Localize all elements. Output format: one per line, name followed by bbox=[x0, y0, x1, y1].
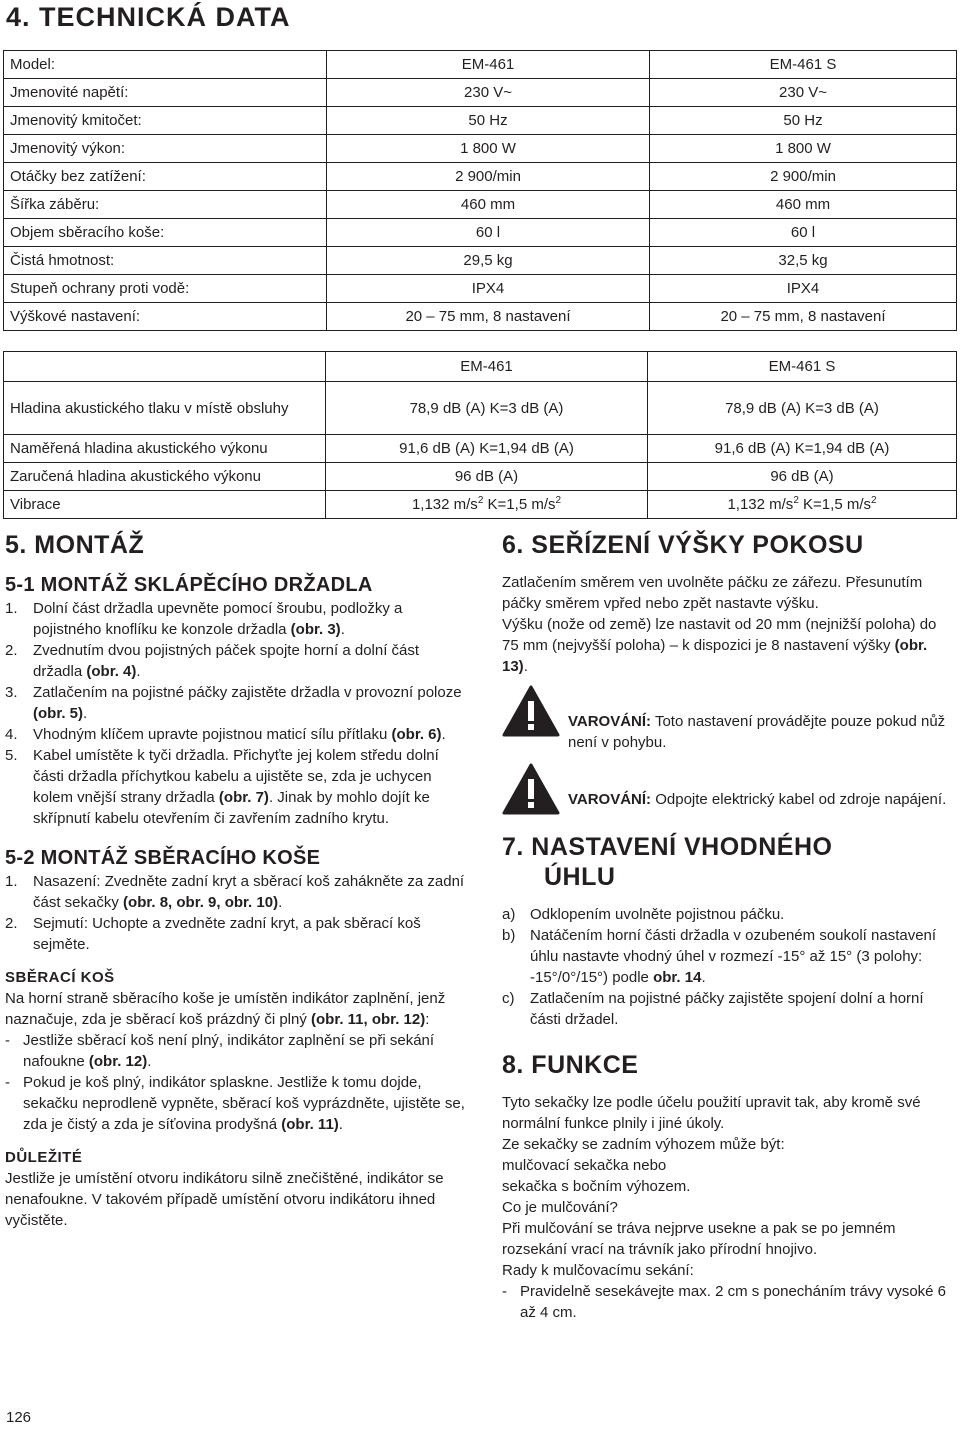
list-item bbox=[502, 904, 954, 925]
list-item bbox=[5, 682, 465, 724]
spec-cell: 20 – 75 mm, 8 nastavení bbox=[327, 303, 650, 331]
acoustic-header-cell: EM-461 S bbox=[648, 352, 957, 382]
acoustic-header-cell bbox=[4, 352, 326, 382]
list-item-text bbox=[33, 913, 465, 955]
section-8-title: 8. FUNKCE bbox=[502, 1051, 639, 1079]
warning-triangle-icon bbox=[502, 763, 560, 815]
list-item-body: Pokud je koš plný, indikátor splaskne. Jestliže k tomu dojde, sekačku neprodleně vypněte, sběrací koš vyprázdněte, ujistěte se, zda je čistý a zda je síťovina prodyšná bbox=[23, 1074, 465, 1133]
spec-cell: 29,5 kg bbox=[327, 247, 650, 275]
list-item-ref: obr. 14 bbox=[653, 969, 702, 986]
spec-row bbox=[4, 275, 957, 303]
list-item-ref: (obr. 8, obr. 9, obr. 10) bbox=[123, 894, 279, 911]
list-item-end: . Jinak by mohlo dojít ke skřípnutí kabelu otevřením či zavřením zadního krytu. bbox=[33, 789, 430, 827]
warning-2 bbox=[502, 773, 954, 810]
acoustic-row bbox=[4, 382, 957, 435]
list-item-ref: (obr. 3) bbox=[290, 621, 341, 638]
acoustic-table bbox=[3, 351, 957, 519]
section-5-title: 5. MONTÁŽ bbox=[5, 531, 145, 559]
list-item bbox=[5, 640, 465, 682]
list-item-text bbox=[33, 682, 465, 724]
spec-cell: 32,5 kg bbox=[650, 247, 957, 275]
acoustic-cell: 78,9 dB (A) K=3 dB (A) bbox=[648, 382, 957, 435]
section-7-list bbox=[502, 904, 954, 1030]
list-item-body: Odklopením uvolněte pojistnou páčku. bbox=[530, 906, 785, 923]
list-item-text bbox=[530, 988, 954, 1030]
spec-cell: Otáčky bez zatížení: bbox=[4, 163, 327, 191]
acoustic-row-vibrace bbox=[4, 491, 957, 519]
left-column bbox=[5, 530, 465, 1231]
warning-1 bbox=[502, 695, 954, 753]
list-item bbox=[5, 871, 465, 913]
list-item-text bbox=[33, 598, 465, 640]
list-item bbox=[5, 745, 465, 829]
acoustic-cell: Hladina akustického tlaku v místě obsluhy bbox=[4, 382, 326, 435]
list-item-ref: (obr. 12) bbox=[88, 1053, 148, 1070]
list-item-marker: 1. bbox=[5, 600, 18, 617]
list-item-end: . bbox=[278, 894, 283, 911]
spec-cell: 230 V~ bbox=[650, 79, 957, 107]
right-column bbox=[502, 530, 954, 1323]
acoustic-cell: Zaručená hladina akustického výkonu bbox=[4, 463, 326, 491]
sberaci-kos-list bbox=[5, 1030, 465, 1135]
acoustic-row bbox=[4, 463, 957, 491]
warning-1-label: VAROVÁNÍ: bbox=[568, 713, 652, 730]
list-item-body: Pravidelně sesekávejte max. 2 cm s ponecháním trávy vysoké 6 až 4 cm. bbox=[520, 1283, 947, 1321]
vibrace-value-a: 1,132 $m/s^2$ K=1,5 $m/s^2$ bbox=[326, 491, 648, 519]
list-item-body: Nasazení: Zvedněte zadní kryt a sběrací koš zahákněte za zadní část sekačky bbox=[33, 873, 465, 911]
list-item-ref: (obr. 7) bbox=[218, 789, 269, 806]
spec-cell: IPX4 bbox=[327, 275, 650, 303]
spec-cell: Model: bbox=[4, 51, 327, 79]
spec-cell: Šířka záběru: bbox=[4, 191, 327, 219]
spec-cell: 460 mm bbox=[327, 191, 650, 219]
list-item-marker: 2. bbox=[5, 642, 18, 659]
list-item bbox=[502, 1281, 954, 1323]
list-item-text bbox=[33, 724, 465, 745]
spec-row bbox=[4, 303, 957, 331]
section-8-line: mulčovací sekačka nebo bbox=[502, 1157, 667, 1174]
spec-cell: Jmenovitý výkon: bbox=[4, 135, 327, 163]
warning-2-text: Odpojte elektrický kabel od zdroje napájení. bbox=[651, 791, 947, 808]
section-8-line: Ze sekačky se zadním výhozem může být: bbox=[502, 1136, 785, 1153]
spec-cell: 20 – 75 mm, 8 nastavení bbox=[650, 303, 957, 331]
spec-cell: EM-461 S bbox=[650, 51, 957, 79]
section-6-title: 6. SEŘÍZENÍ VÝŠKY POKOSU bbox=[502, 531, 864, 559]
list-item-text bbox=[33, 640, 465, 682]
section-5-1-list bbox=[5, 598, 465, 829]
dulezite-text: Jestliže je umístění otvoru indikátoru silně znečištěné, indikátor se nenafoukne. V takovém případě umístění otvoru indikátoru ihned vyčistěte. bbox=[5, 1170, 444, 1229]
list-item bbox=[502, 925, 954, 988]
spec-cell: 460 mm bbox=[650, 191, 957, 219]
spec-cell: Jmenovitý kmitočet: bbox=[4, 107, 327, 135]
list-item-text bbox=[530, 904, 954, 925]
spec-row bbox=[4, 51, 957, 79]
section-5-2-list bbox=[5, 871, 465, 955]
list-item bbox=[5, 1030, 465, 1072]
acoustic-cell: Naměřená hladina akustického výkonu bbox=[4, 435, 326, 463]
spec-cell: 230 V~ bbox=[327, 79, 650, 107]
section-8-line: Rady k mulčovacímu sekání: bbox=[502, 1262, 694, 1279]
section-5-1-title: 5-1 MONTÁŽ SKLÁPĚCÍHO DRŽADLA bbox=[5, 574, 373, 596]
list-item-text bbox=[520, 1281, 954, 1323]
spec-cell: Objem sběracího koše: bbox=[4, 219, 327, 247]
acoustic-cell: 96 dB (A) bbox=[326, 463, 648, 491]
warning-1-text: Toto nastavení provádějte pouze pokud nůž není v pohybu. bbox=[568, 713, 946, 751]
list-item-marker: 2. bbox=[5, 915, 18, 932]
section-8-line: Při mulčování se tráva nejprve usekne a pak se po jemném rozsekání vrací na trávník jako přírodní hnojivo. bbox=[502, 1220, 896, 1258]
acoustic-cell: 91,6 dB (A) K=1,94 dB (A) bbox=[326, 435, 648, 463]
list-item-text bbox=[23, 1030, 465, 1072]
spec-cell: Čistá hmotnost: bbox=[4, 247, 327, 275]
acoustic-row bbox=[4, 435, 957, 463]
spec-cell: 60 l bbox=[650, 219, 957, 247]
list-item-marker: - bbox=[5, 1032, 10, 1049]
spec-cell: 50 Hz bbox=[650, 107, 957, 135]
list-item-end: . bbox=[340, 621, 345, 638]
list-item-body: Kabel umístěte k tyči držadla. Přichyťte jej kolem středu dolní části držadla příchytkou kabelu a ujistěte se, zda je uchycen kolem vnější strany držadla bbox=[33, 747, 439, 806]
spec-cell: 60 l bbox=[327, 219, 650, 247]
section-6-p1: Zatlačením směrem ven uvolněte páčku ze zářezu. Přesunutím páčky směrem vpřed nebo zpět nastavte výšku. bbox=[502, 574, 923, 612]
spec-row bbox=[4, 135, 957, 163]
warning-triangle-icon bbox=[502, 685, 560, 737]
spec-row bbox=[4, 163, 957, 191]
list-item-body: Vhodným klíčem upravte pojistnou maticí sílu přítlaku bbox=[33, 726, 392, 743]
list-item-ref: (obr. 5) bbox=[33, 705, 84, 722]
spec-row bbox=[4, 191, 957, 219]
acoustic-cell: 78,9 dB (A) K=3 dB (A) bbox=[326, 382, 648, 435]
list-item-body: Jestliže sběrací koš není plný, indikátor zaplnění se při sekání nafoukne bbox=[23, 1032, 435, 1070]
list-item-body: Zvednutím dvou pojistných páček spojte horní a dolní část držadla bbox=[33, 642, 420, 680]
page-number: 126 bbox=[6, 1409, 32, 1426]
list-item-marker: c) bbox=[502, 990, 515, 1007]
list-item-end: . bbox=[701, 969, 706, 986]
list-item bbox=[502, 988, 954, 1030]
list-item-end: . bbox=[147, 1053, 152, 1070]
spec-row bbox=[4, 107, 957, 135]
list-item-marker: 5. bbox=[5, 747, 18, 764]
section-8-line: Co je mulčování? bbox=[502, 1199, 618, 1216]
spec-row bbox=[4, 219, 957, 247]
spec-cell: 2 900/min bbox=[327, 163, 650, 191]
list-item-text bbox=[530, 925, 954, 988]
spec-table bbox=[3, 50, 957, 331]
list-item-body: Zatlačením na pojistné páčky zajistěte držadla v provozní poloze bbox=[33, 684, 462, 701]
list-item-marker: 4. bbox=[5, 726, 18, 743]
spec-cell: Stupeň ochrany proti vodě: bbox=[4, 275, 327, 303]
acoustic-cell: 96 dB (A) bbox=[648, 463, 957, 491]
acoustic-header-row bbox=[4, 352, 957, 382]
list-item-text bbox=[23, 1072, 465, 1135]
spec-cell: EM-461 bbox=[327, 51, 650, 79]
list-item-ref: (obr. 11) bbox=[281, 1116, 339, 1133]
list-item-ref: (obr. 6) bbox=[391, 726, 442, 743]
list-item bbox=[5, 913, 465, 955]
section-8-line: sekačka s bočním výhozem. bbox=[502, 1178, 691, 1195]
list-item-end: . bbox=[338, 1116, 343, 1133]
section-7-title: 7. NASTAVENÍ VHODNÉHO ÚHLU bbox=[502, 833, 833, 891]
spec-cell: Výškové nastavení: bbox=[4, 303, 327, 331]
sberaci-kos-title: SBĚRACÍ KOŠ bbox=[5, 969, 115, 986]
list-item-marker: a) bbox=[502, 906, 516, 923]
list-item-marker: 3. bbox=[5, 684, 18, 701]
acoustic-cell: 91,6 dB (A) K=1,94 dB (A) bbox=[648, 435, 957, 463]
list-item-end: . bbox=[83, 705, 88, 722]
list-item-end: . bbox=[441, 726, 446, 743]
spec-cell: 50 Hz bbox=[327, 107, 650, 135]
acoustic-header-cell: EM-461 bbox=[326, 352, 648, 382]
spec-cell: 1 800 W bbox=[327, 135, 650, 163]
spec-cell: IPX4 bbox=[650, 275, 957, 303]
list-item-text bbox=[33, 745, 465, 829]
list-item bbox=[5, 1072, 465, 1135]
spec-cell: 1 800 W bbox=[650, 135, 957, 163]
list-item-marker: - bbox=[5, 1074, 10, 1091]
list-item-text bbox=[33, 871, 465, 913]
section-6-p2: Výšku (nože od země) lze nastavit od 20 mm (nejnižší poloha) do 75 mm (nejvyšší poloha) – k dispozici je 8 nastavení výšky (obr. 13). bbox=[502, 616, 937, 675]
list-item-body: Sejmutí: Uchopte a zvedněte zadní kryt, a pak sběrací koš sejměte. bbox=[33, 915, 421, 953]
list-item bbox=[5, 724, 465, 745]
list-item-marker: - bbox=[502, 1283, 507, 1300]
dulezite-title: DŮLEŽITÉ bbox=[5, 1149, 83, 1166]
list-item-body: Natáčením horní části držadla v ozubeném soukolí nastavení úhlu nastavte vhodný úhel v rozmezí -15° až 15° (3 polohy: -15°/0°/15°) podle bbox=[530, 927, 937, 986]
list-item-marker: b) bbox=[502, 927, 516, 944]
list-item-body: Dolní část držadla upevněte pomocí šroubu, podložky a pojistného knoflíku ke konzole držadla bbox=[33, 600, 403, 638]
spec-cell: Jmenovité napětí: bbox=[4, 79, 327, 107]
section-8-list bbox=[502, 1281, 954, 1323]
page-heading: 4. TECHNICKÁ DATA bbox=[6, 2, 291, 32]
spec-cell: 2 900/min bbox=[650, 163, 957, 191]
section-5-2-title: 5-2 MONTÁŽ SBĚRACÍHO KOŠE bbox=[5, 847, 321, 869]
list-item-marker: 1. bbox=[5, 873, 18, 890]
warning-2-label: VAROVÁNÍ: bbox=[568, 791, 652, 808]
spec-row bbox=[4, 247, 957, 275]
spec-row bbox=[4, 79, 957, 107]
list-item-end: . bbox=[136, 663, 141, 680]
acoustic-cell: Vibrace bbox=[4, 491, 326, 519]
list-item-body: Zatlačením na pojistné páčky zajistěte spojení dolní a horní části držadel. bbox=[530, 990, 924, 1028]
section-8-line: Tyto sekačky lze podle účelu použití upravit tak, aby kromě své normální funkce plnily i jiné úkoly. bbox=[502, 1094, 921, 1132]
list-item-ref: (obr. 4) bbox=[86, 663, 137, 680]
vibrace-value-b: 1,132 $m/s^2$ K=1,5 $m/s^2$ bbox=[648, 491, 957, 519]
sberaci-kos-text: Na horní straně sběracího koše je umístěn indikátor zaplnění, jenž naznačuje, zda je sběrací koš prázdný či plný (obr. 11, obr. 12): bbox=[5, 990, 446, 1028]
section-8-text bbox=[502, 1092, 954, 1281]
list-item bbox=[5, 598, 465, 640]
